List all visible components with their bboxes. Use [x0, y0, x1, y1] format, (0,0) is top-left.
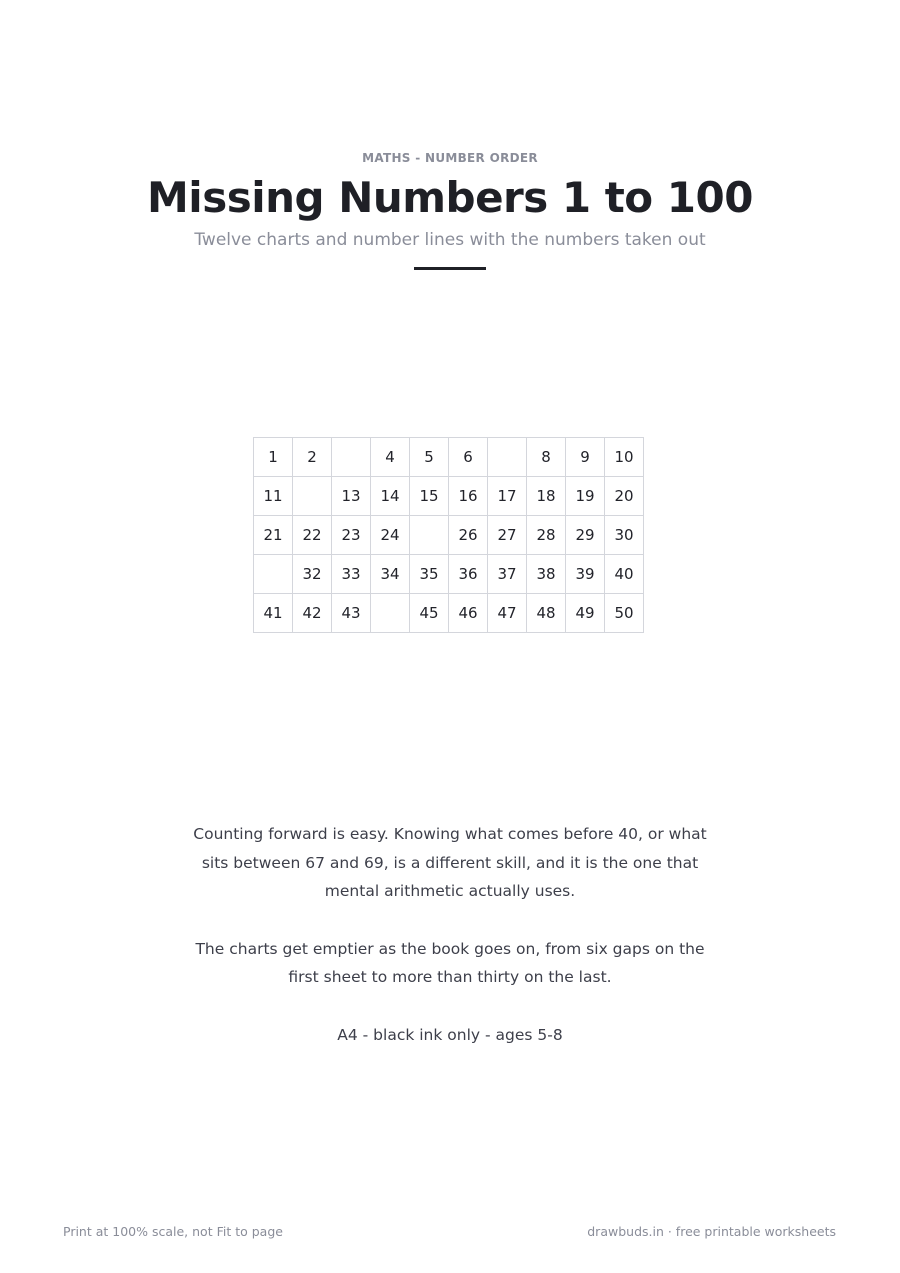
chart-cell: 34 — [371, 555, 410, 594]
chart-cell: 45 — [410, 594, 449, 633]
page-subtitle: Twelve charts and number lines with the numbers taken out — [194, 230, 706, 250]
chart-cell: 11 — [254, 477, 293, 516]
chart-cell-blank — [410, 516, 449, 555]
chart-cell: 46 — [449, 594, 488, 633]
chart-cell: 2 — [293, 438, 332, 477]
chart-cell: 17 — [488, 477, 527, 516]
header — [0, 150, 900, 270]
chart-cell: 42 — [293, 594, 332, 633]
chart-cell: 1 — [254, 438, 293, 477]
chart-row — [254, 594, 644, 633]
chart-cell: 14 — [371, 477, 410, 516]
chart-cell: 22 — [293, 516, 332, 555]
chart-cell: 33 — [332, 555, 371, 594]
chart-row — [254, 516, 644, 555]
chart-row — [254, 438, 644, 477]
site-credit: drawbuds.in · free printable worksheets — [587, 1224, 836, 1239]
intro-paragraph-2: The charts get emptier as the book goes on, from six gaps on the first sheet to more than thirty on the last. — [195, 939, 705, 986]
chart-cell: 18 — [527, 477, 566, 516]
chart-cell-blank — [254, 555, 293, 594]
chart-cell: 35 — [410, 555, 449, 594]
chart-cell: 40 — [605, 555, 644, 594]
page-title: Missing Numbers 1 to 100 — [147, 173, 753, 222]
chart-cell: 15 — [410, 477, 449, 516]
chart-cell-blank — [332, 438, 371, 477]
chart-cell: 36 — [449, 555, 488, 594]
chart-cell: 19 — [566, 477, 605, 516]
chart-cell: 29 — [566, 516, 605, 555]
chart-cell-blank — [371, 594, 410, 633]
chart-cell: 24 — [371, 516, 410, 555]
chart-cell: 6 — [449, 438, 488, 477]
chart-cell-blank — [488, 438, 527, 477]
chart-cell: 21 — [254, 516, 293, 555]
chart-cell: 4 — [371, 438, 410, 477]
chart-cell: 23 — [332, 516, 371, 555]
chart-cell: 48 — [527, 594, 566, 633]
chart-cell: 10 — [605, 438, 644, 477]
chart-cell: 16 — [449, 477, 488, 516]
number-chart — [253, 437, 644, 633]
chart-cell: 9 — [566, 438, 605, 477]
chart-cell: 13 — [332, 477, 371, 516]
chart-cell: 37 — [488, 555, 527, 594]
chart-cell: 26 — [449, 516, 488, 555]
chart-cell: 28 — [527, 516, 566, 555]
chart-cell: 8 — [527, 438, 566, 477]
chart-cell: 38 — [527, 555, 566, 594]
category-label: MATHS - NUMBER ORDER — [362, 151, 538, 165]
chart-cell: 49 — [566, 594, 605, 633]
chart-cell-blank — [293, 477, 332, 516]
chart-cell: 41 — [254, 594, 293, 633]
chart-row — [254, 477, 644, 516]
chart-cell: 20 — [605, 477, 644, 516]
print-specs: A4 - black ink only - ages 5-8 — [337, 1025, 563, 1044]
print-instruction: Print at 100% scale, not Fit to page — [63, 1224, 283, 1239]
chart-cell: 43 — [332, 594, 371, 633]
chart-cell: 47 — [488, 594, 527, 633]
intro-text — [0, 820, 900, 1049]
chart-cell: 5 — [410, 438, 449, 477]
chart-cell: 39 — [566, 555, 605, 594]
chart-cell: 32 — [293, 555, 332, 594]
number-chart-body — [254, 438, 644, 633]
title-divider — [414, 267, 486, 270]
chart-cell: 27 — [488, 516, 527, 555]
chart-row — [254, 555, 644, 594]
intro-paragraph-1: Counting forward is easy. Knowing what comes before 40, or what sits between 67 and 69, is a different skill, and it is the one that mental arithmetic actually uses. — [193, 825, 707, 900]
chart-cell: 30 — [605, 516, 644, 555]
chart-cell: 50 — [605, 594, 644, 633]
